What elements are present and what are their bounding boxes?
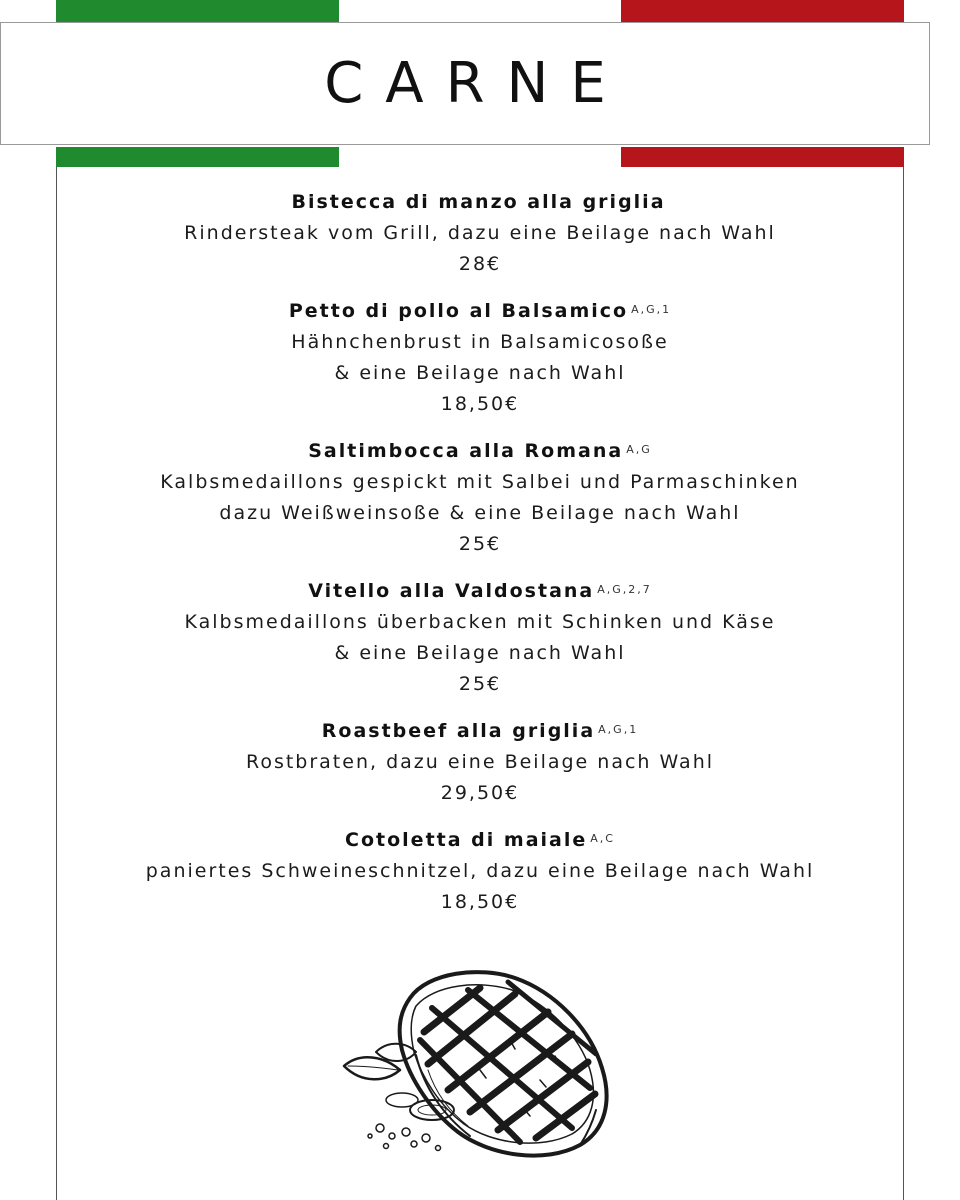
dish-name-row bbox=[56, 294, 904, 327]
menu-item bbox=[56, 434, 904, 560]
dish-description: dazu Weißweinsoße & eine Beilage nach Wahl bbox=[219, 502, 741, 524]
dish-name: Cotoletta di maiale bbox=[345, 829, 588, 851]
dish-name: Saltimbocca alla Romana bbox=[308, 440, 624, 462]
dish-name-row bbox=[56, 185, 904, 218]
dish-description: Rostbraten, dazu eine Beilage nach Wahl bbox=[245, 751, 715, 773]
menu-list bbox=[56, 185, 904, 932]
dish-description: Kalbsmedaillons gespickt mit Salbei und Parmaschinken bbox=[160, 471, 800, 493]
dish-price: 25€ bbox=[458, 533, 502, 555]
menu-item bbox=[56, 574, 904, 700]
menu-item bbox=[56, 185, 904, 280]
dish-description: & eine Beilage nach Wahl bbox=[334, 362, 626, 384]
dish-description: Rindersteak vom Grill, dazu eine Beilage nach Wahl bbox=[184, 222, 776, 244]
menu-item bbox=[56, 714, 904, 809]
flag-green bbox=[56, 147, 339, 167]
dish-price: 18,50€ bbox=[440, 393, 520, 415]
dish-name: Petto di pollo al Balsamico bbox=[288, 300, 629, 322]
dish-price: 18,50€ bbox=[440, 891, 520, 913]
allergen-codes: A,G bbox=[626, 443, 652, 456]
dish-description: paniertes Schweineschnitzel, dazu eine Beilage nach Wahl bbox=[145, 860, 815, 882]
menu-item bbox=[56, 823, 904, 918]
dish-price: 29,50€ bbox=[440, 782, 520, 804]
flag-red bbox=[621, 0, 904, 22]
dish-name-row bbox=[56, 714, 904, 747]
menu-item bbox=[56, 294, 904, 420]
flag-stripe-top bbox=[56, 0, 904, 22]
dish-description: Kalbsmedaillons überbacken mit Schinken und Käse bbox=[184, 611, 776, 633]
flag-green bbox=[56, 0, 339, 22]
dish-name-row bbox=[56, 434, 904, 467]
flag-stripe-bottom bbox=[56, 147, 904, 167]
flag-white bbox=[339, 0, 622, 22]
dish-name: Roastbeef alla griglia bbox=[321, 720, 596, 742]
allergen-codes: A,C bbox=[590, 832, 615, 845]
allergen-codes: A,G,1 bbox=[631, 303, 672, 316]
dish-name: Vitello alla Valdostana bbox=[308, 580, 595, 602]
dish-description: & eine Beilage nach Wahl bbox=[334, 642, 626, 664]
dish-name-row bbox=[56, 574, 904, 607]
flag-red bbox=[621, 147, 904, 167]
title-banner bbox=[0, 22, 930, 145]
allergen-codes: A,G,1 bbox=[598, 723, 639, 736]
steak-illustration-icon bbox=[340, 960, 630, 1170]
dish-price: 25€ bbox=[458, 673, 502, 695]
allergen-codes: A,G,2,7 bbox=[597, 583, 652, 596]
dish-name-row bbox=[56, 823, 904, 856]
dish-price: 28€ bbox=[458, 253, 502, 275]
page-title: CARNE bbox=[324, 51, 628, 116]
flag-white bbox=[339, 147, 622, 167]
dish-name: Bistecca di manzo alla griglia bbox=[291, 191, 666, 213]
dish-description: Hähnchenbrust in Balsamicosoße bbox=[291, 331, 669, 353]
